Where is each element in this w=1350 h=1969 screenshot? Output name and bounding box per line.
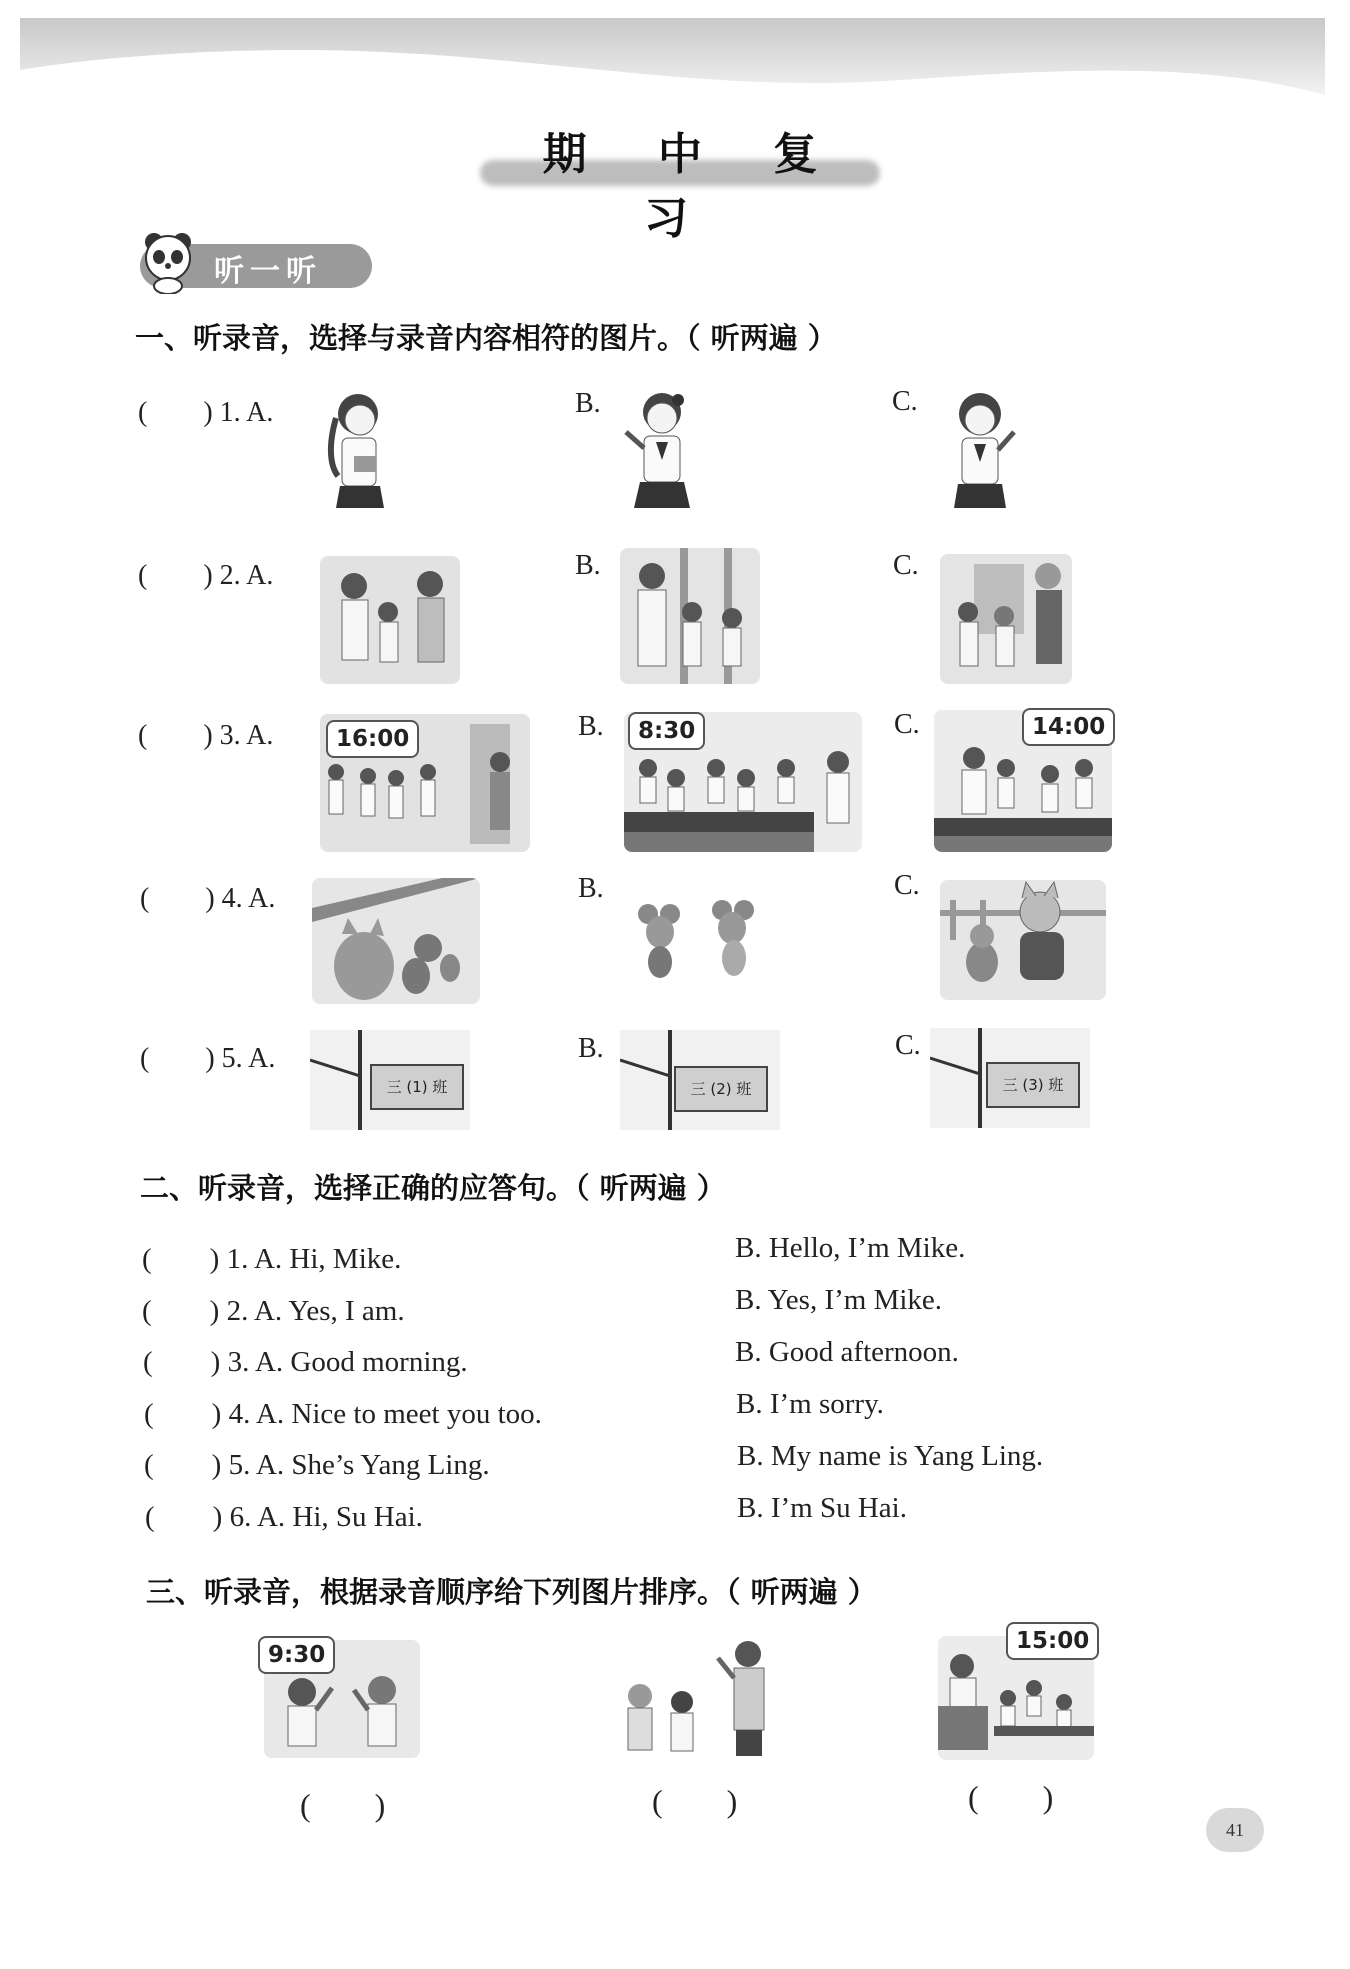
question-5-prefix: ( ) 5. A. xyxy=(140,1043,276,1074)
question-3-option-b: B. xyxy=(578,711,604,742)
class-sign-3 xyxy=(930,1028,1090,1128)
response-5-a: ( ) 5. A. She’s Yang Ling. xyxy=(144,1449,490,1481)
girl-waving-bow-image xyxy=(620,386,702,521)
class-sign-2-label: 三 (2) 班 xyxy=(674,1066,768,1112)
class-sign-2 xyxy=(620,1030,780,1130)
girl-with-book-image xyxy=(318,386,398,521)
response-1-a: ( ) 1. A. Hi, Mike. xyxy=(142,1243,402,1275)
section3-heading: 三、听录音，根据录音顺序给下列图片排序。（ 听两遍 ） xyxy=(146,1575,877,1609)
cat-and-mouse-park-image xyxy=(940,880,1106,1000)
response-6-b: B. I’m Su Hai. xyxy=(737,1492,907,1524)
question-1-option-c: C. xyxy=(892,386,918,417)
question-4-option-b: B. xyxy=(578,873,604,904)
listen-badge xyxy=(132,228,372,294)
question-2-prefix: ( ) 2. A. xyxy=(138,560,274,591)
question-4-prefix: ( ) 4. A. xyxy=(140,883,276,914)
question-2-option-b: B. xyxy=(575,550,601,581)
listen-badge-label: 听一听 xyxy=(214,254,322,289)
girl-waving-short-hair-image xyxy=(940,386,1022,521)
time-tag-16-00: 16:00 xyxy=(326,720,419,758)
response-1-b: B. Hello, I’m Mike. xyxy=(735,1232,966,1264)
children-and-woman-image xyxy=(618,1638,778,1762)
question-1-prefix: ( ) 1. A. xyxy=(138,397,274,428)
response-5-b: B. My name is Yang Ling. xyxy=(737,1440,1044,1472)
response-4-a: ( ) 4. A. Nice to meet you too. xyxy=(144,1398,542,1430)
question-5-option-b: B. xyxy=(578,1033,604,1064)
time-tag-8-30: 8:30 xyxy=(628,712,705,750)
response-4-b: B. I’m sorry. xyxy=(736,1388,884,1420)
class-sign-1-label: 三 (1) 班 xyxy=(370,1064,464,1110)
order-blank-1[interactable]: ( ) xyxy=(300,1787,386,1823)
question-5-option-c: C. xyxy=(895,1030,921,1061)
class-sign-3-label: 三 (3) 班 xyxy=(986,1062,1080,1108)
question-2-option-c: C. xyxy=(893,550,919,581)
response-2-b: B. Yes, I’m Mike. xyxy=(735,1284,943,1316)
page-number: 41 xyxy=(1206,1808,1264,1852)
time-tag-9-30: 9:30 xyxy=(258,1636,335,1674)
section2-heading: 二、听录音，选择正确的应答句。（ 听两遍 ） xyxy=(140,1171,726,1205)
response-3-a: ( ) 3. A. Good morning. xyxy=(143,1346,468,1378)
question-3-option-c: C. xyxy=(894,709,920,740)
time-tag-15-00: 15:00 xyxy=(1006,1622,1099,1660)
question-4-option-c: C. xyxy=(894,870,920,901)
woman-and-children-image xyxy=(940,554,1072,684)
panda-icon xyxy=(132,228,202,294)
order-blank-3[interactable]: ( ) xyxy=(968,1779,1054,1815)
question-1-option-b: B. xyxy=(575,388,601,419)
question-3-prefix: ( ) 3. A. xyxy=(138,720,274,751)
response-2-a: ( ) 2. A. Yes, I am. xyxy=(142,1295,405,1327)
page-title xyxy=(480,118,880,244)
time-tag-14-00: 14:00 xyxy=(1022,708,1115,746)
two-mice-image xyxy=(626,896,766,980)
response-3-b: B. Good afternoon. xyxy=(735,1336,959,1368)
order-blank-2[interactable]: ( ) xyxy=(652,1783,738,1819)
teacher-and-children-image xyxy=(320,556,460,684)
response-6-a: ( ) 6. A. Hi, Su Hai. xyxy=(145,1501,423,1533)
header-wave-band xyxy=(0,0,1350,110)
section1-heading: 一、听录音，选择与录音内容相符的图片。（ 听两遍 ） xyxy=(135,321,837,355)
cat-and-mouse-outdoor-image xyxy=(312,878,480,1004)
page-title-text: 期 中 复 习 xyxy=(542,129,846,244)
class-sign-1 xyxy=(310,1030,470,1130)
man-and-children-image xyxy=(620,548,760,684)
